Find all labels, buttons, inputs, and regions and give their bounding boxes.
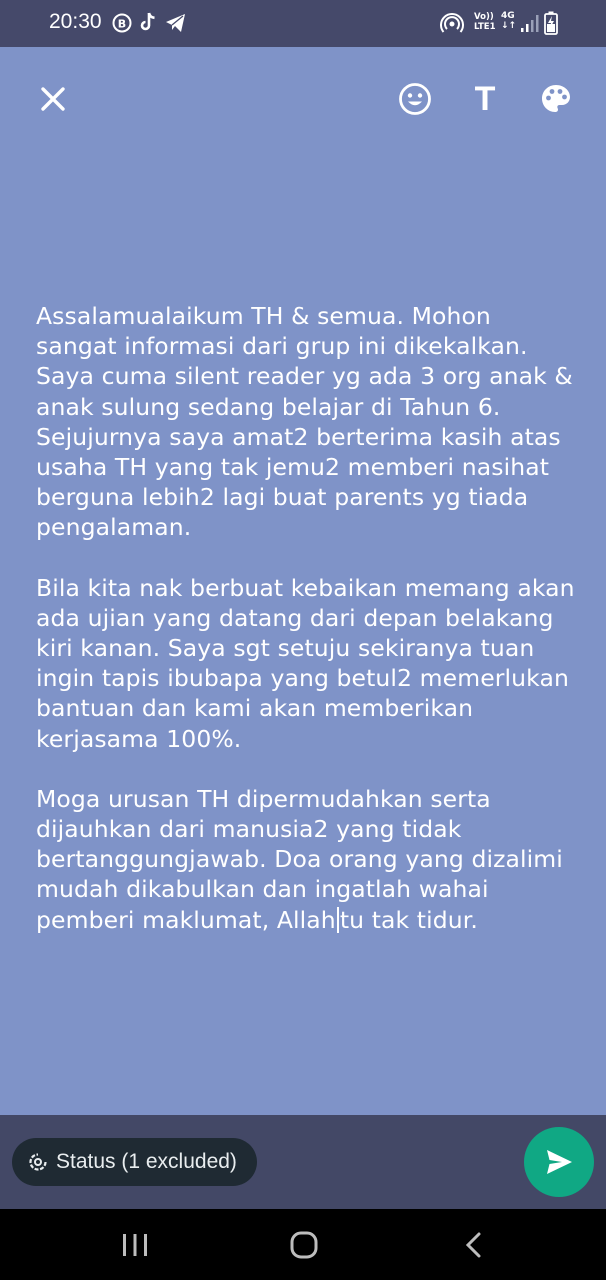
navigation-bar [0,1209,606,1280]
status-paragraph: Bila kita nak berbuat kebaikan memang akan ada ujian yang datang dari depan belakang kiri kanan. Saya sgt setuju sekiranya tuan ingin tapis ibubapa yang betul2 memerlukan bantuan dan kami akan memberikan kerjasama 100%. [36,573,575,753]
palette-icon [540,83,572,115]
b-notification-icon [112,13,132,33]
status-bar [0,0,606,47]
close-icon [40,86,66,112]
smiley-icon [398,82,432,116]
emoji-button[interactable] [393,77,437,121]
signal-icon [520,13,540,33]
volte-bottom-label: LTE1 [474,22,496,32]
send-icon [543,1146,575,1178]
hotspot-icon [440,12,464,34]
recent-apps-icon [121,1232,149,1258]
status-paragraph: Assalamualaikum TH & semua. Mohon sangat informasi dari grup ini dikekalkan. Saya cuma silent reader yg ada 3 org anak & anak sulung sedang belajar di Tahun 6. Sejujurnya saya amat2 berterima kasih atas usaha TH yang tak jemu2 memberi nasihat berguna lebih2 lagi buat parents yg tiada pengalaman. [36,302,573,542]
back-button[interactable] [454,1225,494,1265]
data-arrows-icon: ↓↑ [501,21,517,31]
status-text-input[interactable] [36,301,576,965]
text-style-button[interactable] [463,77,507,121]
status-audience-label: Status (1 excluded) [56,1150,237,1173]
volte-indicator [474,12,496,32]
status-editor-canvas[interactable] [0,47,606,1115]
status-text-after-caret: tu tak tidur. [339,905,478,934]
recent-apps-button[interactable] [115,1225,155,1265]
battery-charging-icon [544,11,558,35]
network-type-label: 4G [501,11,515,21]
back-icon [463,1231,485,1259]
home-button[interactable] [284,1225,324,1265]
close-button[interactable] [31,77,75,121]
svg-text:B: B [117,17,127,31]
text-caret [337,907,339,933]
bottom-bar [0,1115,606,1209]
color-palette-button[interactable] [534,77,578,121]
status-audience-chip[interactable] [12,1138,257,1186]
text-style-icon: T [474,79,496,118]
status-time: 20:30 [49,10,102,33]
telegram-icon [165,13,187,33]
tiktok-icon [138,11,158,33]
send-button[interactable] [524,1127,594,1197]
volte-top-label: Vo)) [474,12,494,22]
status-ring-icon [28,1152,48,1172]
status-text-before-caret: Moga urusan TH dipermudahkan serta dijauhkan dari manusia2 yang tidak bertanggungjawab. Doa orang yang dizalimi mudah dikabulkan dan ingatlah wahai pemberi maklumat, Allah [36,784,563,934]
home-icon [289,1230,319,1260]
network-type [501,11,516,31]
status-paragraph [36,784,576,935]
